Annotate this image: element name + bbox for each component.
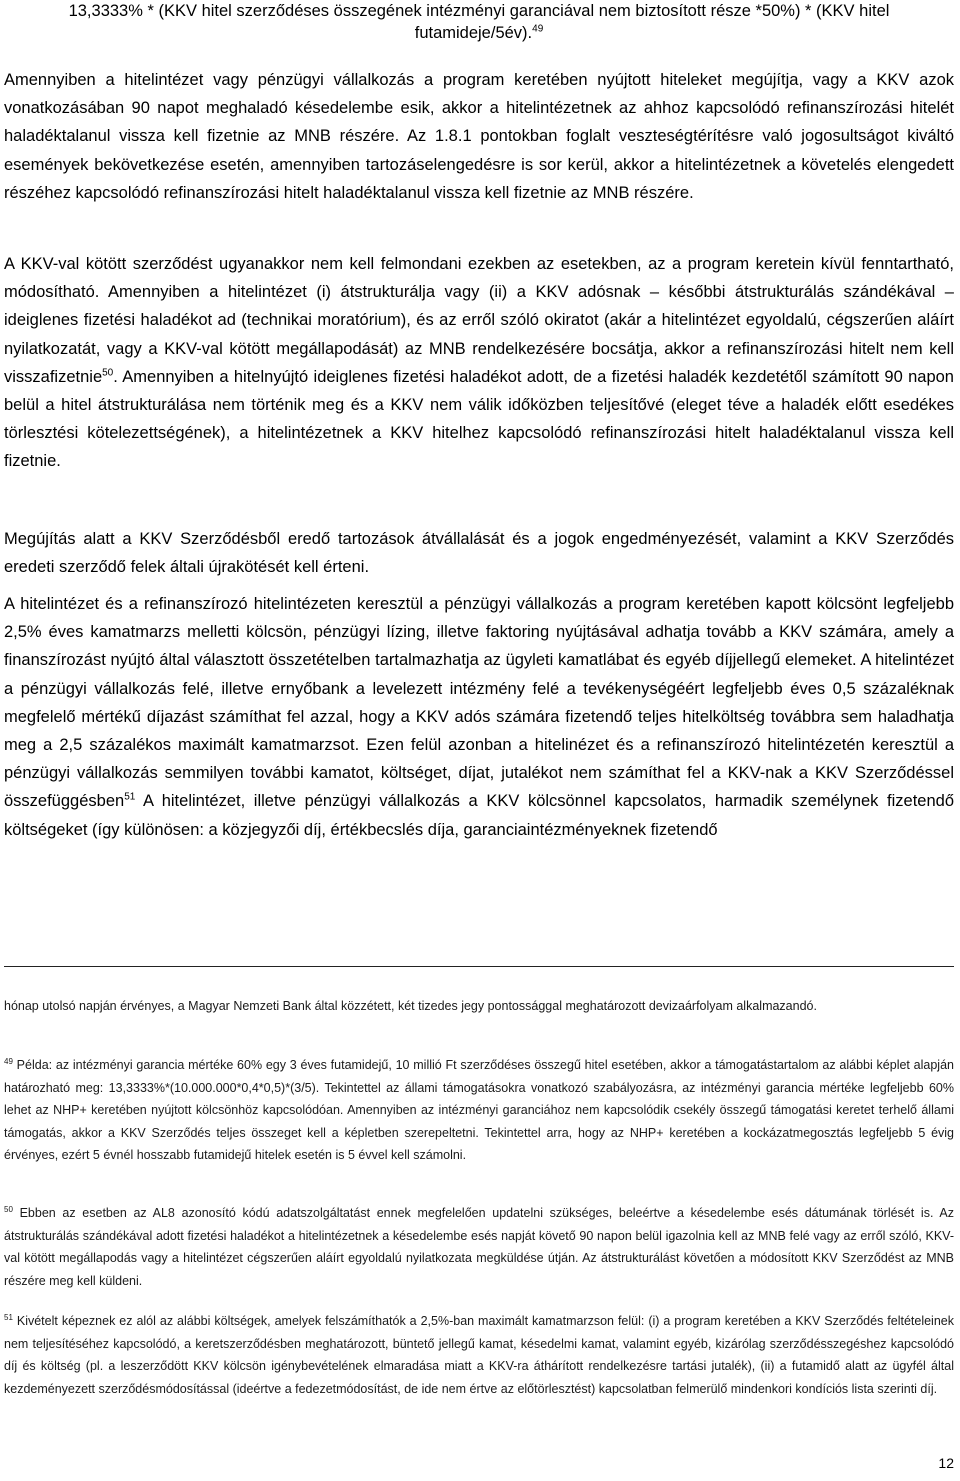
footnote-separator [4, 966, 954, 967]
interest-margin-paragraph [4, 590, 954, 844]
footnote-51 [4, 1310, 954, 1400]
footnote-51-number: 51 [4, 1312, 13, 1322]
footnote-51-text: Kivételt képeznek ez alól az alábbi költségek, amelyek felszámíthatók a 2,5%-ban maximált kamatmarzson felül: (i) a program keretében a KKV Szerződés feltételeinek nem teljesítéséhez kapcsolódó, a keretszerződésben meghatározott, büntető jellegű kamat, késedelmi kamat, valamint egyéb, kizárólag szerződésszegéshez kapcsolódó díj és költség (pl. a leszerződött KKV kölcsön igénybevételének elmaradása miatt a KKV-ra áthárított rendelkezésre tartási jutalék), (ii) a futamidő alatt az ügyfél által kezdeményezett szerződésmódosítással (ideértve a fedezetmódosítást, de ide nem értve az előtörlesztést) kapcsolatban felmerülő mindenkori kondíciós lista szerinti díj. [4, 1314, 954, 1396]
footnote-50-text: Ebben az esetben az AL8 azonosító kódú adatszolgáltatást ennek megfelelően updatelni szükséges, beleértve a késedelembe esés dátumának törlését is. Az átstrukturálás szándékával adott fizetési haladékot a hitelintézetnek a késedelembe esés napját követő 90 napon belül igazolnia kell az MNB felé vagy az erről szóló, KKV-val kötött megállapodás vagy a hitelintézet cégszerűen aláírt egyoldalú nyilatkozata megküldése útján. Az átstrukturálást követően a módosított KKV Szerződést az MNB részére meg kell küldeni. [4, 1206, 954, 1288]
formula-paragraph [4, 0, 954, 44]
formula-text: 13,3333% * (KKV hitel szerződéses összegének intézményi garanciával nem biztosított része *50%) * (KKV hitel futamideje/5év). [68, 2, 890, 42]
restructuring-paragraph [4, 250, 954, 476]
footnote-49-text: Példa: az intézményi garancia mértéke 60% egy 3 éves futamidejű, 10 millió Ft szerződéses összegű hitel esetében, akkor a támogatástartalom az alábbi képlet alapján határozható meg: 13,3333%*(10.000.000*0,4*0,5)*(3/5). Tekintettel az állami támogatásokra vonatkozó szabályozásra, az intézményi garancia mértéke legfeljebb 60% lehet az NHP+ keretében nyújtott kölcsönhöz kapcsolódóan. Amennyiben az intézményi garanciához nem kapcsolódik csekély összegű támogatási keretet terhelő állami támogatás, akkor a KKV Szerződés teljes összeget kell a képletben szerepeltetni. Tekintettel arra, hogy az NHP+ keretében a kockázatmegosztás legfeljebb 5 évig érvényes, ezért 5 évnél hosszabb futamidejű hitelek esetén is 5 évvel kell számolni. [4, 1058, 954, 1162]
renewal-paragraph: Amennyiben a hitelintézet vagy pénzügyi vállalkozás a program keretében nyújtott hiteleket megújítja, vagy a KKV azok vonatkozásában 90 napot meghaladó késedelembe esik, akkor a hitelintézetnek az ahhoz kapcsolódó refinanszírozási hitelét haladéktalanul vissza kell fizetnie az MNB részére. Az 1.8.1 pontokban foglalt veszteségtérítésre való jogosultságot kiváltó események bekövetkezése esetén, amennyiben tartozáselengedésre is sor kerül, akkor a hitelintézetnek a követelés elengedett részéhez kapcsolódó refinanszírozási hitelt haladéktalanul vissza kell fizetnie az MNB részére. [4, 71, 954, 202]
footnote-ref-50[interactable]: 50 [102, 367, 114, 379]
footnote-ref-49[interactable]: 49 [532, 23, 544, 35]
footnote-50 [4, 1202, 954, 1292]
restructuring-text-part2: . Amennyiben a hitelnyújtó ideiglenes fizetési haladékot adott, de a fizetési haladék kezdetétől számított 90 napon belül a hitel átstrukturálása nem történik meg és a KKV nem válik időközben teljesítővé (eleget téve a haladék előtt esedékes törlesztési kötelezettségének), a hitelintézetnek a KKV hitelhez kapcsolódó refinanszírozási hitelt haladéktalanul vissza kell fizetnie. [4, 367, 954, 471]
restructuring-text-part1: A KKV-val kötött szerződést ugyanakkor nem kell felmondani ezekben az esetekben, az a program keretein kívül fenntartható, módosítható. Amennyiben a hitelintézet (i) átstrukturálja vagy (ii) a KKV adósnak – későbbi átstrukturálás szándékával – ideiglenes fizetési haladékot ad (technikai moratórium), és az erről szóló okiratot (akár a hitelintézet egyoldalú, cégszerűen aláírt nyilatkozatát, vagy a KKV-val kötött megállapodását) az MNB rendelkezésére bocsátja, akkor a refinanszírozási hitelt nem kell visszafizetnie [4, 255, 954, 386]
footnote-ref-51[interactable]: 51 [124, 791, 136, 803]
footnote-continued: hónap utolsó napján érvényes, a Magyar Nemzeti Bank által közzétett, két tizedes jegy pontossággal meghatározott devizaárfolyam alkalmazandó. [4, 999, 817, 1013]
renewal-definition-paragraph: Megújítás alatt a KKV Szerződésből eredő tartozások átvállalását és a jogok engedményezését, valamint a KKV Szerződés eredeti szerződő felek általi újrakötését kell érteni. [4, 530, 954, 577]
footnote-49 [4, 1054, 954, 1167]
footnote-50-number: 50 [4, 1204, 13, 1214]
interest-margin-text-part2: A hitelintézet, illetve pénzügyi vállalkozás a KKV kölcsönnel kapcsolatos, harmadik személynek fizetendő költségeket (így különösen: a közjegyzői díj, értékbecslés díja, garanciaintézményeknek fizetendő [4, 792, 954, 839]
interest-margin-text-part1: A hitelintézet és a refinanszírozó hitelintézeten keresztül a pénzügyi vállalkozás a program keretében kapott kölcsönt legfeljebb 2,5% éves kamatmarzs melletti kölcsön, pénzügyi lízing, illetve faktoring nyújtásával adhatja tovább a KKV számára, amely a finanszírozást nyújtó által választott összetételben tartalmazhatja az ügyleti kamatlábat és egyéb díjjellegű elemeket. A hitelintézet a pénzügyi vállalkozás felé, illetve ernyőbank a levelezett intézmény felé a tevékenységéért legfeljebb éves 0,5 százaléknak megfelelő mértékű díjazást számíthat fel azzal, hogy a KKV adós számára fizetendő teljes hitelköltség továbbra sem haladhatja meg a 2,5 százalékos maximált kamatmarzsot. Ezen felül azonban a hitelinézet és a refinanszírozó hitelintézetén keresztül a pénzügyi vállalkozás semmilyen további kamatot, költséget, díjat, jutalékot nem számíthat fel a KKV-nak a KKV Szerződéssel összefüggésben [4, 595, 954, 811]
footnote-49-number: 49 [4, 1056, 13, 1066]
page-number: 12 [938, 1455, 954, 1471]
